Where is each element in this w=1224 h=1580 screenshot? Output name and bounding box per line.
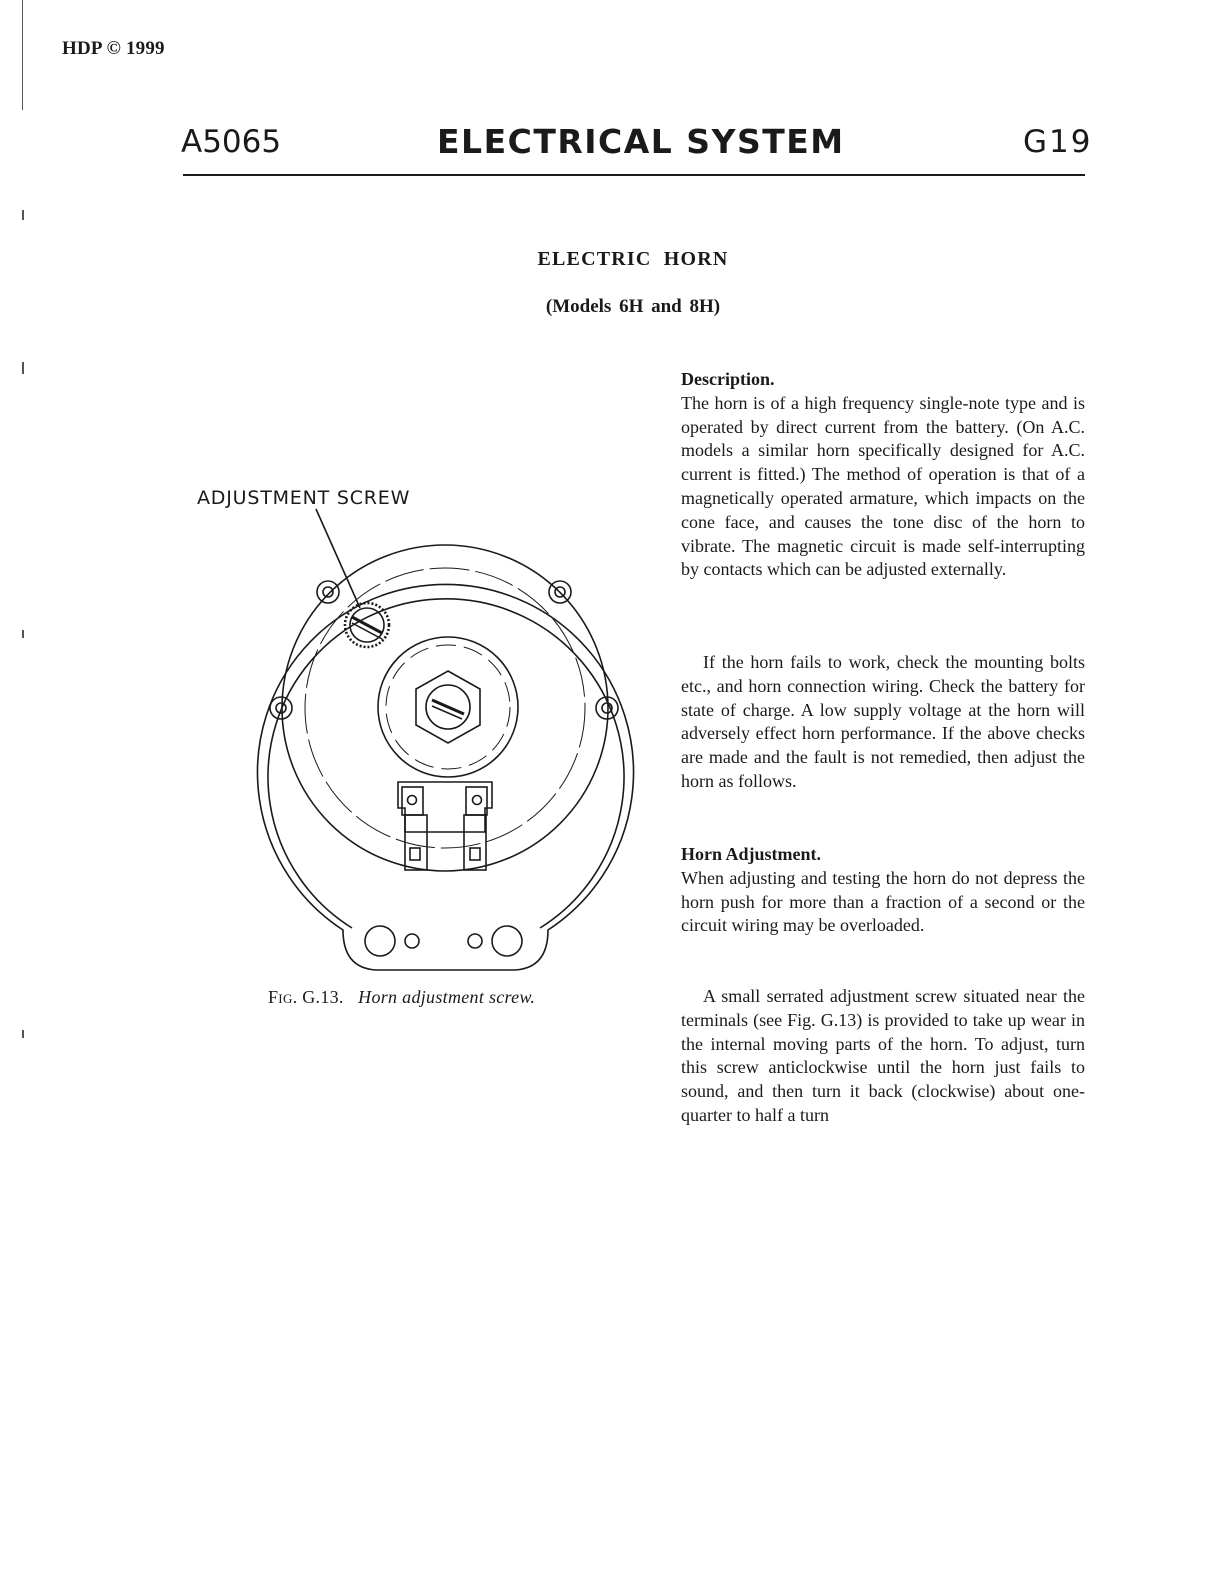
binding-mark [22,1030,24,1038]
article-subtitle: (Models 6H and 8H) [545,296,721,317]
page-number: G19 [1023,124,1093,160]
adjustment-screw-label: ADJUSTMENT SCREW [197,487,411,509]
header-rule [183,174,1085,176]
horn-inner-rim [282,545,608,871]
description-paragraph-1: The horn is of a high frequency single-note type and is operated by direct current from the battery. (On A.C. models a similar horn specifically designed for A.C. current is fitted.) The method of operation is that of a magnetically operated armature, which impacts on the cone face, and causes the tone disc of the horn to vibrate. The magnetic circuit is made self-interrupting by contacts which can be adjusted externally. [681,392,1085,580]
adjustment-paragraph-1: When adjusting and testing the horn do not depress the horn push for more than a fraction of a second or the circuit wiring may be overloaded. [681,867,1085,936]
adjustment-section-cont [681,985,1085,1128]
horn-diagram [195,480,655,985]
figure-caption-text: Horn adjustment screw. [358,987,536,1007]
section-title: ELECTRICAL SYSTEM [437,122,845,161]
copyright-notice: HDP © 1999 [62,38,165,59]
document-code: A5065 [181,124,282,160]
centre-screw-slot [432,700,464,714]
adjustment-section [681,843,1085,938]
tone-disc [305,568,585,848]
foot-hole-small [405,934,419,948]
terminal-right [464,787,487,870]
description-section [681,368,1085,582]
article-title: ELECTRIC HORN [537,248,729,270]
adjustment-paragraph-2: A small serrated adjustment screw situated near the terminals (see Fig. G.13) is provided to take up wear in the internal moving parts of the horn. To adjust, turn this screw anticlockwise until the horn just fails to sound, and then turn it back (clockwise) about one-quarter to half a turn [681,986,1085,1125]
foot-hole-large [365,926,395,956]
figure-caption [268,987,535,1008]
description-section-cont [681,651,1085,794]
binding-mark [22,0,23,110]
figure-caption-number: Fig. G.13. [268,987,344,1007]
binding-mark [22,362,24,374]
description-paragraph-2: If the horn fails to work, check the mounting bolts etc., and horn connection wiring. Check the battery for state of charge. A low supply voltage at the horn will adversely effect horn performance. If the above checks are made and the fault is not remedied, then adjust the horn as follows. [681,652,1085,791]
foot-hole-small [468,934,482,948]
terminal-block [398,782,492,832]
horn-outer-rim [268,599,624,928]
description-heading: Description. [681,369,775,389]
foot-hole-large [492,926,522,956]
binding-mark [22,210,24,220]
terminal-left [402,787,427,870]
adjustment-heading: Horn Adjustment. [681,844,822,864]
binding-mark [22,630,24,638]
mounting-hole [317,581,339,603]
